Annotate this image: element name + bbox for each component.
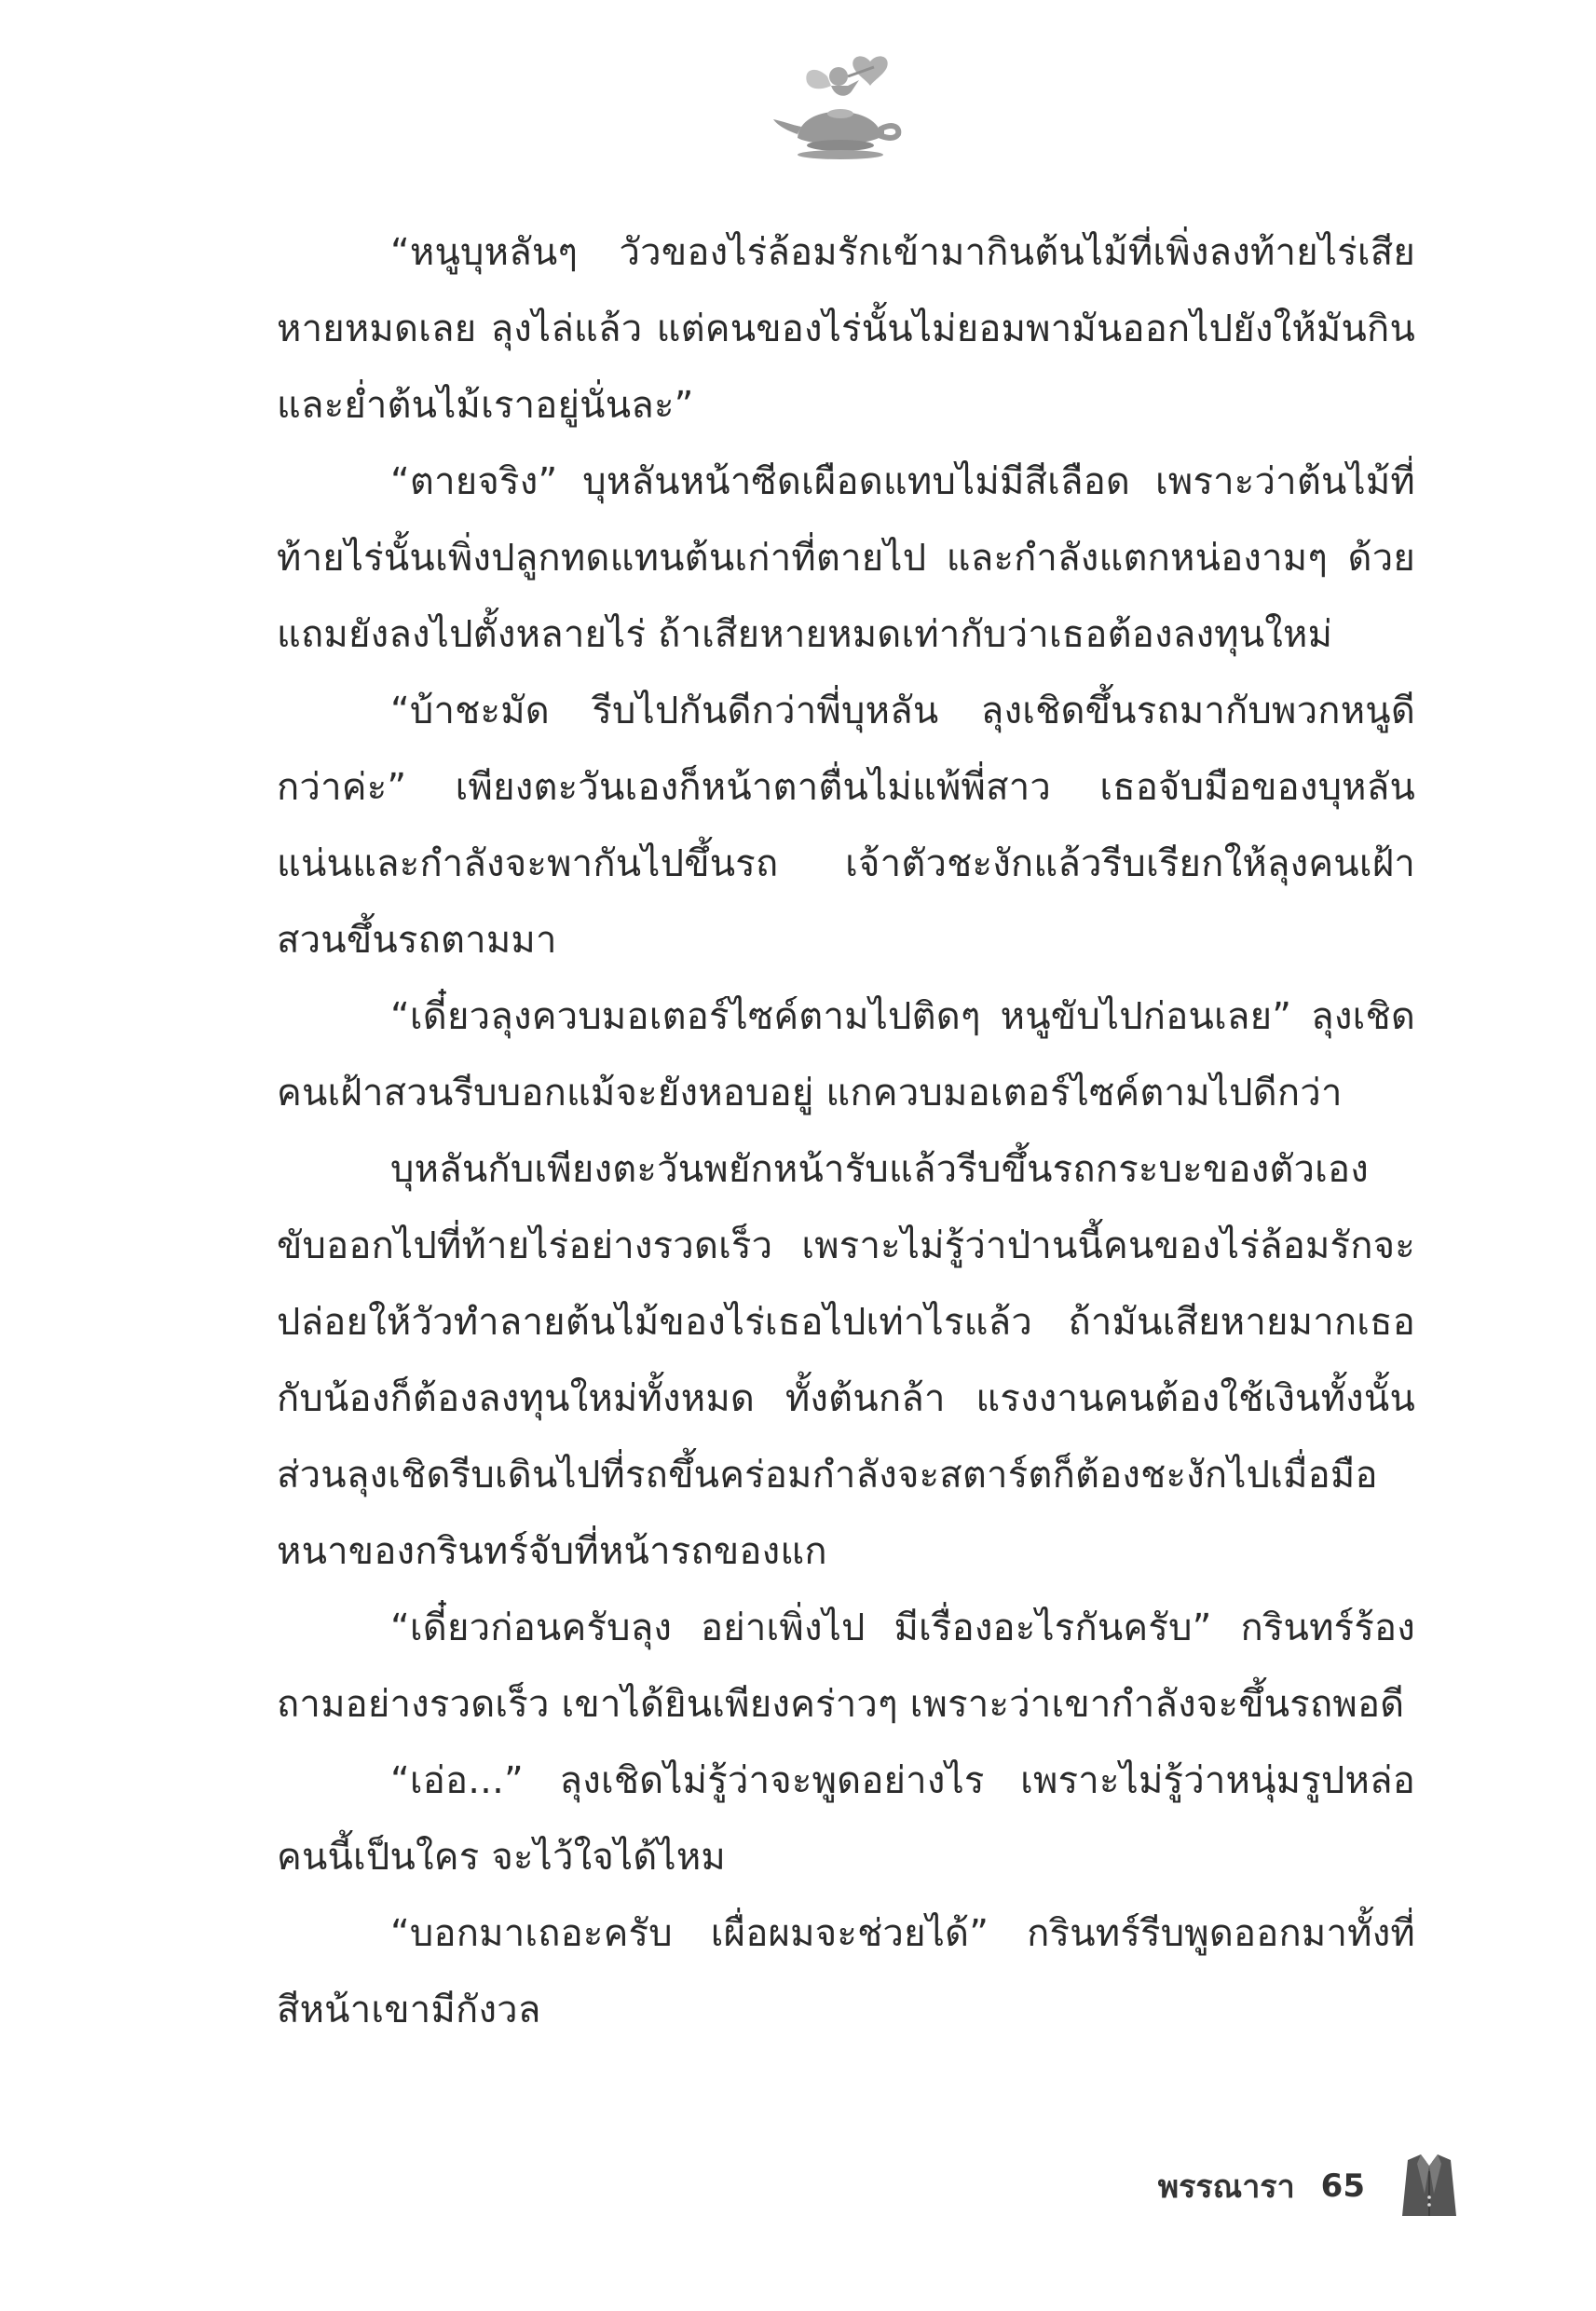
cupid-teapot-ornament-icon [770,48,909,170]
page-number: 65 [1320,2167,1365,2205]
paragraph: บุหลันกับเพียงตะวันพยักหน้ารับแล้วรีบขึ้นรถกระบะของตัวเองขับออกไปที่ท้ายไร่อย่างรวดเร็ว เพราะไม่รู้ว่าป่านนี้คนของไร่ล้อมรักจะปล่อยให้วัวทำลายต้นไม้ของไร่เธอไปเท่าไรแล้ว ถ้ามันเสียหายมากเธอกับน้องก็ต้องลงทุนใหม่ทั้งหมด ทั้งต้นกล้า แรงงานคนต้องใช้เงินทั้งนั้น ส่วนลุงเชิดรีบเดินไปที่รถขึ้นคร่อมกำลังจะสตาร์ตก็ต้องชะงักไปเมื่อมือหนาของกรินทร์จับที่หน้ารถของแก [277,1148,1415,1573]
paragraph: “เอ่อ...” ลุงเชิดไม่รู้ว่าจะพูดอย่างไร เพราะไม่รู้ว่าหนุ่มรูปหล่อคนนี้เป็นใคร จะไว้ใจได้ไหม [277,1759,1415,1879]
paragraph: “บ้าชะมัด รีบไปกันดีกว่าพี่บุหลัน ลุงเชิดขึ้นรถมากับพวกหนูดีกว่าค่ะ” เพียงตะวันเองก็หน้าตาตื่นไม่แพ้พี่สาว เธอจับมือของบุหลันแน่นและกำลังจะพากันไปขึ้นรถ เจ้าตัวชะงักแล้วรีบเรียกให้ลุงคนเฝ้าสวนขึ้นรถตามมา [277,690,1415,962]
suit-jacket-icon [1400,2153,1458,2220]
paragraph: “บอกมาเถอะครับ เผื่อผมจะช่วยได้” กรินทร์รีบพูดออกมาทั้งที่สีหน้าเขามีกังวล [277,1912,1415,2031]
page-footer [1158,2153,1458,2220]
paragraph: “หนูบุหลันๆ วัวของไร่ล้อมรักเข้ามากินต้นไม้ที่เพิ่งลงท้ายไร่เสียหายหมดเลย ลุงไล่แล้ว แต่คนของไร่นั้นไม่ยอมพามันออกไปยังให้มันกินและย่ำต้นไม้เราอยู่นั่นละ” [277,231,1415,427]
paragraph: “เดี๋ยวก่อนครับลุง อย่าเพิ่งไป มีเรื่องอะไรกันครับ” กรินทร์ร้องถามอย่างรวดเร็ว เขาได้ยินเพียงคร่าวๆ เพราะว่าเขากำลังจะขึ้นรถพอดี [277,1607,1415,1726]
paragraph: “ตายจริง” บุหลันหน้าซีดเผือดแทบไม่มีสีเลือด เพราะว่าต้นไม้ที่ท้ายไร่นั้นเพิ่งปลูกทดแทนต้นเก่าที่ตายไป และกำลังแตกหน่องามๆ ด้วย แถมยังลงไปตั้งหลายไร่ ถ้าเสียหายหมดเท่ากับว่าเธอต้องลงทุนใหม่ [277,460,1415,656]
paragraph: “เดี๋ยวลุงควบมอเตอร์ไซค์ตามไปติดๆ หนูขับไปก่อนเลย” ลุงเชิดคนเฝ้าสวนรีบบอกแม้จะยังหอบอยู่ แกควบมอเตอร์ไซค์ตามไปดีกว่า [277,995,1415,1114]
body-text [277,214,1415,2048]
book-title: พรรณารา [1157,2168,1295,2206]
